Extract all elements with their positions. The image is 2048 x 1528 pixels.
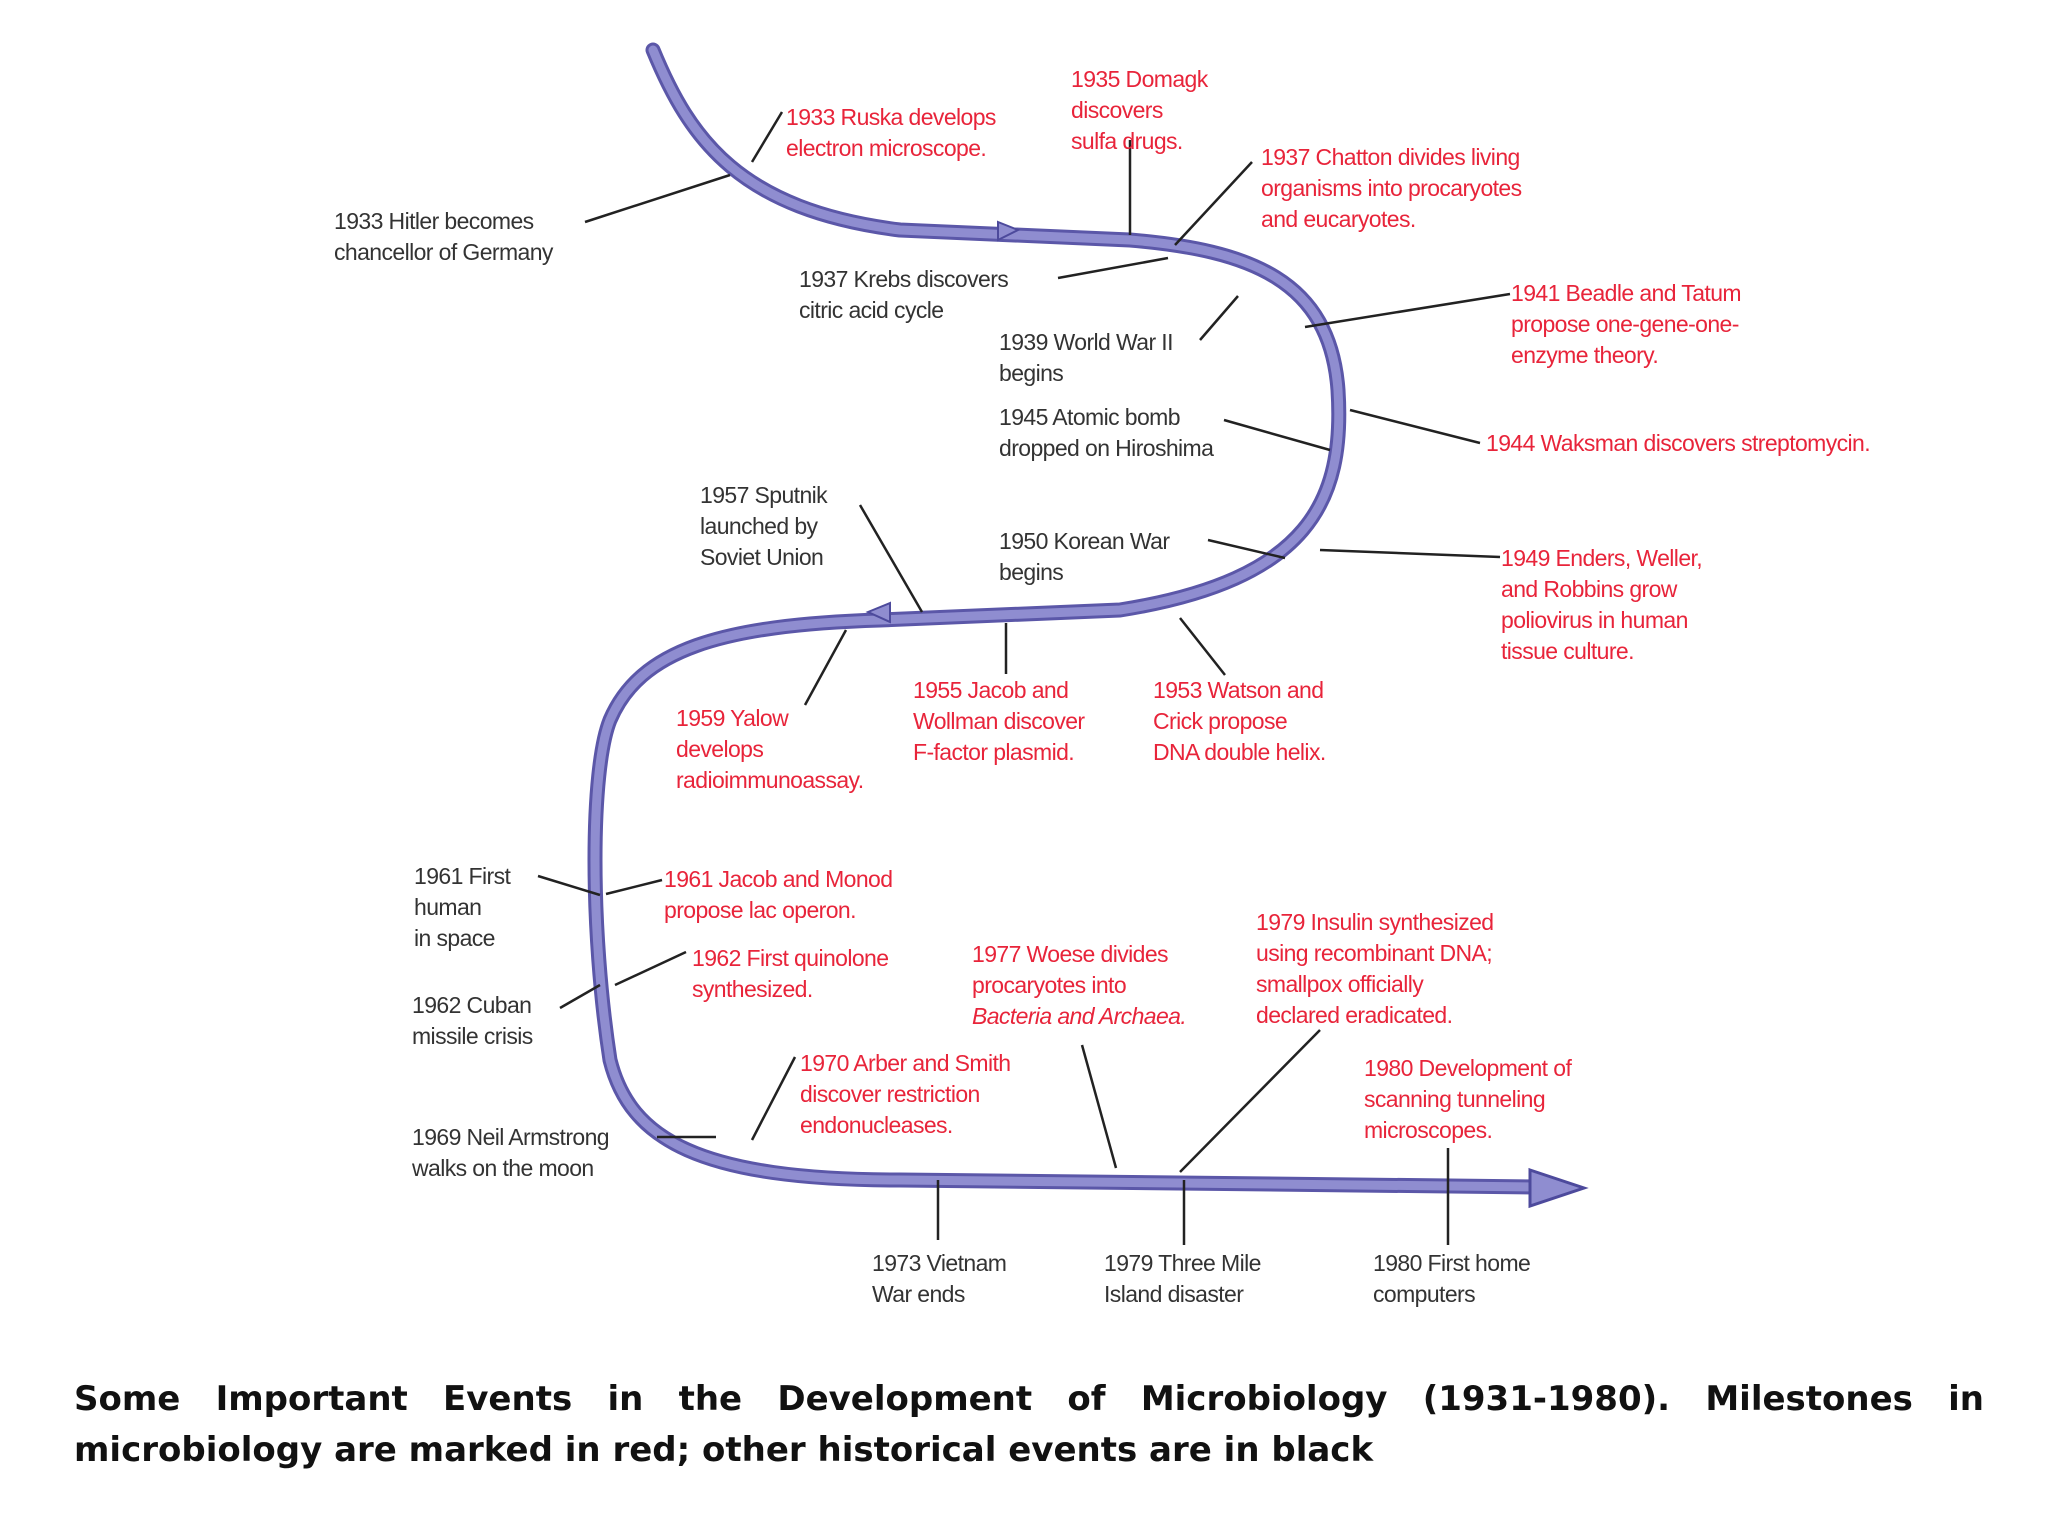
event-1970-arber-line: endonucleases. (800, 1112, 953, 1138)
event-1970-arber-line: discover restriction (800, 1081, 980, 1107)
leader-1944-waksman (1350, 410, 1480, 443)
event-1949-enders-line: and Robbins grow (1501, 576, 1677, 602)
event-1933-ruska (786, 102, 996, 164)
event-1980-stm-line: 1980 Development of (1364, 1055, 1572, 1081)
event-1944-waksman-line: 1944 Waksman discovers streptomycin. (1486, 430, 1871, 456)
leader-1937-krebs (1058, 258, 1168, 278)
event-1937-chatton (1261, 142, 1522, 235)
event-1970-arber (800, 1048, 1010, 1141)
leader-1961-monod (606, 880, 662, 894)
event-1949-enders-line: tissue culture. (1501, 638, 1634, 664)
event-1945-bomb-line: 1945 Atomic bomb (999, 404, 1180, 430)
event-1979-tmi-line: 1979 Three Mile (1104, 1250, 1261, 1276)
event-1962-cuban-line: 1962 Cuban (412, 992, 532, 1018)
leader-1962-quinolone (615, 952, 686, 985)
event-1953-watson-line: Crick propose (1153, 708, 1288, 734)
event-1944-waksman (1486, 428, 1870, 459)
event-1937-krebs-line: 1937 Krebs discovers (799, 266, 1009, 292)
event-1933-ruska-line: electron microscope. (786, 135, 987, 161)
event-1950-korea-line: begins (999, 559, 1064, 585)
leader-1933-ruska (752, 112, 782, 162)
event-1980-stm-line: scanning tunneling (1364, 1086, 1546, 1112)
event-1980-computers-line: 1980 First home (1373, 1250, 1531, 1276)
event-1957-sputnik (700, 480, 827, 573)
event-1959-yalow-line: develops (676, 736, 764, 762)
event-1959-yalow-line: 1959 Yalow (676, 705, 789, 731)
event-1937-krebs (799, 264, 1008, 326)
event-1969-armstrong-line: 1969 Neil Armstrong (412, 1124, 609, 1150)
event-1935-domagk (1071, 64, 1208, 157)
event-1953-watson (1153, 675, 1326, 768)
event-1979-insulin-line: 1979 Insulin synthesized (1256, 909, 1494, 935)
event-1961-monod-line: propose lac operon. (664, 897, 856, 923)
event-1949-enders (1501, 543, 1702, 667)
event-1969-armstrong (412, 1122, 609, 1184)
event-1962-quinolone-line: synthesized. (692, 976, 813, 1002)
event-1962-quinolone-line: 1962 First quinolone (692, 945, 889, 971)
leader-1941-beadle (1305, 294, 1510, 327)
event-1950-korea-line: 1950 Korean War (999, 528, 1170, 554)
event-1941-beadle (1511, 278, 1741, 371)
event-1937-chatton-line: and eucaryotes. (1261, 206, 1416, 232)
event-1937-chatton-line: organisms into procaryotes (1261, 175, 1522, 201)
event-1980-computers-line: computers (1373, 1281, 1475, 1307)
event-1977-woese-line: Bacteria and Archaea. (972, 1003, 1187, 1029)
figure-caption: Some Important Events in the Development of Microbiology (1931-1980). Milestones in microbiology are marked in red; other historical events are in black (74, 1379, 1984, 1470)
leader-1939-ww2 (1200, 296, 1238, 340)
event-1939-ww2-line: begins (999, 360, 1064, 386)
event-1953-watson-line: DNA double helix. (1153, 739, 1326, 765)
event-1957-sputnik-line: launched by (700, 513, 818, 539)
event-1961-first-line: human (414, 894, 482, 920)
event-1945-bomb-line: dropped on Hiroshima (999, 435, 1214, 461)
event-1939-ww2-line: 1939 World War II (999, 329, 1173, 355)
event-1933-hitler (334, 206, 553, 268)
event-1941-beadle-line: 1941 Beadle and Tatum (1511, 280, 1741, 306)
event-1973-vietnam (872, 1248, 1006, 1310)
leader-1962-cuban (560, 985, 600, 1008)
event-1933-ruska-line: 1933 Ruska develops (786, 104, 996, 130)
event-1980-computers (1373, 1248, 1530, 1310)
event-1979-insulin-line: smallpox officially (1256, 971, 1424, 997)
event-1961-monod (664, 864, 892, 926)
event-1980-stm (1364, 1053, 1571, 1146)
event-1977-woese-line: procaryotes into (972, 972, 1127, 998)
leader-1953-watson (1180, 618, 1225, 675)
event-1979-tmi (1104, 1248, 1261, 1310)
leader-1957-sputnik (860, 505, 922, 612)
event-1979-insulin-line: using recombinant DNA; (1256, 940, 1493, 966)
event-1962-quinolone (692, 943, 888, 1005)
event-1961-first-line: in space (414, 925, 495, 951)
event-1980-stm-line: microscopes. (1364, 1117, 1493, 1143)
event-1941-beadle-line: enzyme theory. (1511, 342, 1659, 368)
event-1933-hitler-line: 1933 Hitler becomes (334, 208, 534, 234)
event-1949-enders-line: poliovirus in human (1501, 607, 1688, 633)
leader-1979-insulin (1180, 1030, 1320, 1172)
event-1949-enders-line: 1949 Enders, Weller, (1501, 545, 1703, 571)
event-1970-arber-line: 1970 Arber and Smith (800, 1050, 1011, 1076)
event-1979-tmi-line: Island disaster (1104, 1281, 1244, 1307)
event-1933-hitler-line: chancellor of Germany (334, 239, 553, 265)
leader-1933-hitler (585, 175, 730, 222)
event-1939-ww2 (999, 327, 1173, 389)
leader-1949-enders (1320, 550, 1500, 557)
event-1961-first-line: 1961 First (414, 863, 511, 889)
timeline-arrowhead (1530, 1170, 1584, 1206)
leader-1959-yalow (805, 630, 846, 705)
event-1935-domagk-line: sulfa drugs. (1071, 128, 1183, 154)
event-1953-watson-line: 1953 Watson and (1153, 677, 1324, 703)
leader-1937-chatton (1175, 162, 1252, 245)
event-1973-vietnam-line: 1973 Vietnam (872, 1250, 1007, 1276)
event-1962-cuban-line: missile crisis (412, 1023, 533, 1049)
event-1959-yalow (676, 703, 864, 796)
event-1961-first (414, 861, 510, 954)
event-1937-chatton-line: 1937 Chatton divides living (1261, 144, 1520, 170)
event-1961-monod-line: 1961 Jacob and Monod (664, 866, 893, 892)
leader-1945-bomb (1224, 420, 1330, 450)
event-1962-cuban (412, 990, 533, 1052)
event-1979-insulin-line: declared eradicated. (1256, 1002, 1453, 1028)
event-1977-woese-line: 1977 Woese divides (972, 941, 1168, 967)
event-1955-jacob-line: Wollman discover (913, 708, 1085, 734)
event-1955-jacob-line: F-factor plasmid. (913, 739, 1075, 765)
event-1950-korea (999, 526, 1169, 588)
event-1935-domagk-line: discovers (1071, 97, 1163, 123)
event-1973-vietnam-line: War ends (872, 1281, 965, 1307)
event-1941-beadle-line: propose one-gene-one- (1511, 311, 1739, 337)
event-1945-bomb (999, 402, 1213, 464)
event-1979-insulin (1256, 907, 1494, 1031)
event-1977-woese (972, 939, 1186, 1032)
event-1957-sputnik-line: 1957 Sputnik (700, 482, 828, 508)
event-1959-yalow-line: radioimmunoassay. (676, 767, 864, 793)
event-1955-jacob-line: 1955 Jacob and (913, 677, 1069, 703)
leader-1970-arber (752, 1057, 795, 1140)
event-1969-armstrong-line: walks on the moon (412, 1155, 594, 1181)
event-1957-sputnik-line: Soviet Union (700, 544, 824, 570)
event-1937-krebs-line: citric acid cycle (799, 297, 944, 323)
event-1955-jacob (913, 675, 1084, 768)
leader-1977-woese (1082, 1045, 1116, 1168)
event-1935-domagk-line: 1935 Domagk (1071, 66, 1208, 92)
